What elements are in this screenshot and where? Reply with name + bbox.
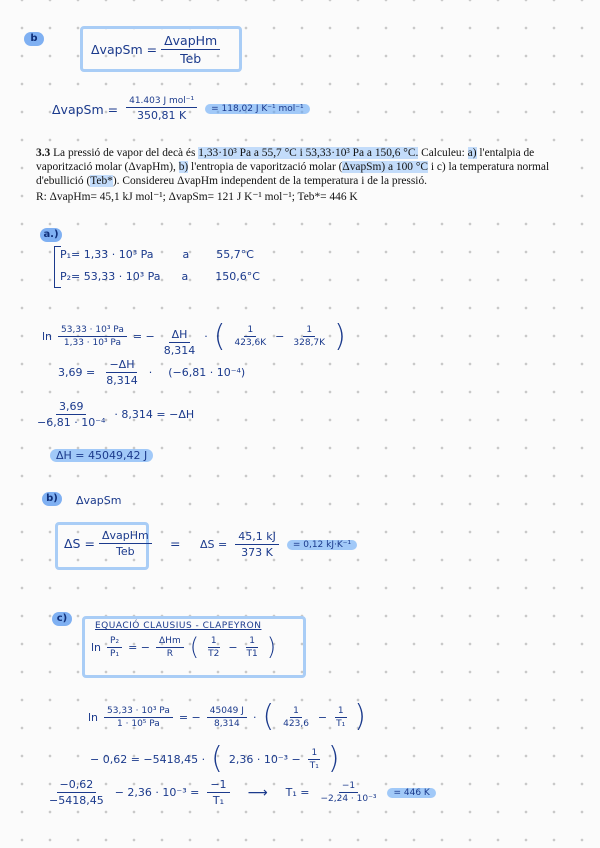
equals-b: = bbox=[170, 536, 181, 551]
pressure-2: P₂= 53,33 · 10³ Pa a 150,6°C bbox=[60, 270, 260, 283]
clausius-title: EQUACIÓ CLAUSIUS - CLAPEYRON bbox=[95, 621, 262, 631]
line-1-c: ln $\frac{\text{53,33 · 10³ Pa}}{\text{1 · 10⁵ Pa}}$ = − $\frac{45049 J}{8,314}$ · ( $\frac{1}{423,6}$ − $\frac{1}{\text{T₁}}$ ) bbox=[88, 699, 366, 734]
problem-statement bbox=[36, 146, 566, 204]
calc-fraction: $\frac{\text{41.403 J mol⁻¹}}{350,81 K}$ bbox=[126, 96, 197, 122]
entropy-formula-box bbox=[80, 26, 242, 72]
entropy-calculation bbox=[52, 96, 310, 122]
pressure-1: P₁= 1,33 · 10³ Pa a 55,7°C bbox=[60, 248, 254, 261]
step-3-a: $\frac{3,69}{\text{−6,81 · 10⁻⁴}}$ · 8,314 = −ΔH bbox=[37, 400, 195, 429]
calc-result: = 118,02 J K⁻¹ mol⁻¹ bbox=[205, 104, 310, 114]
arrow-icon: ⟶ bbox=[247, 784, 268, 801]
entropy-result-b: = 0,12 kJ·K⁻¹ bbox=[287, 540, 357, 550]
formula-fraction: $\frac{\text{ΔvapHm}}{\text{Teb}}$ bbox=[161, 33, 220, 66]
entropy-calc-b: ΔS = $\frac{45,1 kJ}{373 K}$ = 0,12 kJ·K⁻¹ bbox=[200, 530, 357, 559]
step-2-a: 3,69 = $\frac{-\Delta H}{8,314}$ · (−6,81 · 10⁻⁴) bbox=[58, 358, 246, 387]
clausius-equation-a: ln $\frac{\text{53,33 · 10³ Pa}}{\text{1,33 · 10³ Pa}}$ = − $\frac{\Delta H}{8,314}$ · ( $\frac{1}{423,6K}$ − $\frac{1}{328,7K}$ ) bbox=[42, 318, 346, 357]
clausius-box: EQUACIÓ CLAUSIUS - CLAPEYRON ln $\frac{\text{P₂}}{\text{P₁}}$ = − $\frac{\text{ΔHm}}{R}$ ( $\frac{1}{T2}$ − $\frac{1}{T1}$ ) bbox=[82, 616, 306, 678]
part-badge-b2: b) bbox=[42, 492, 62, 506]
entropy-box-b: ΔS = $\frac{\text{ΔvapHm}}{\text{Teb}}$ bbox=[55, 522, 149, 570]
part-badge-b: b bbox=[24, 32, 44, 46]
formula-lhs: ΔvapSm = bbox=[91, 42, 158, 57]
pressure-ratio: $\frac{\text{53,33 · 10³ Pa}}{\text{1,33 · 10³ Pa}}$ bbox=[58, 325, 127, 348]
part-badge-a: a.) bbox=[40, 228, 62, 242]
calc-lhs: ΔvapSm = bbox=[52, 101, 119, 117]
problem-text: 3.3 La pressió de vapor del decà és 1,33·10³ Pa a 55,7 °C i 53,33·10³ Pa a 150,6 °C. Calculeu: a) l'entalpia de vaporització molar (ΔvapHm), b) l'entropia de vaporització molar (ΔvapSm) a 100 °C i c) la temperatura normal d'ebullició (Teb*). Considereu ΔvapHm independent de la temperatura i de la pressió. bbox=[36, 147, 550, 187]
part-badge-c: c) bbox=[52, 612, 72, 626]
problem-answer: R: ΔvapHm= 45,1 kJ mol⁻¹; ΔvapSm= 121 J K⁻¹ mol⁻¹; Teb*= 446 K bbox=[36, 191, 358, 203]
enthalpy-result: ΔH = 45049,42 J bbox=[50, 449, 153, 462]
boiling-point-result: = 446 K bbox=[387, 788, 435, 798]
enthalpy-ratio: $\frac{\Delta H}{8,314}$ bbox=[163, 328, 196, 357]
line-3-c: $\frac{-0,62}{-5418,45}$ − 2,36 · 10⁻³ = $\frac{-1}{\text{T₁}}$ ⟶ T₁ = $\frac{-1}{\text{−2,24 · 10⁻³}}$ = 446 K bbox=[46, 778, 436, 807]
part-b-title: ΔvapSm bbox=[76, 494, 122, 507]
line-2-c: − 0,62 = −5418,45 · ( 2,36 · 10⁻³ − $\frac{1}{\text{T₁}}$ ) bbox=[90, 741, 340, 776]
